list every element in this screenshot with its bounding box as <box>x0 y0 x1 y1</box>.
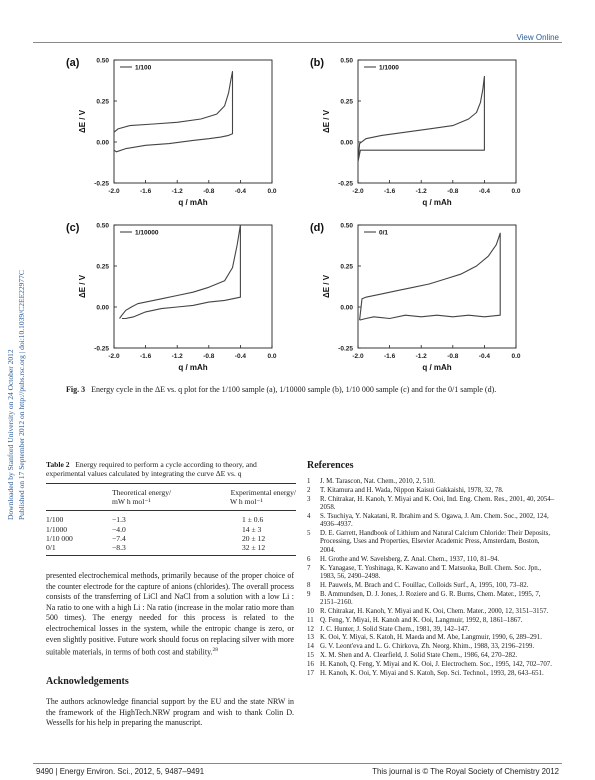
y-axis-label: ΔE / V <box>78 274 87 299</box>
table-row <box>46 543 296 556</box>
x-tick-label: 0.0 <box>511 188 521 195</box>
chart-panel <box>66 57 277 207</box>
col-theoretical-units: mW h mol⁻¹ <box>112 497 216 511</box>
top-rule <box>33 42 562 43</box>
y-tick-label: 0.50 <box>96 222 109 230</box>
y-tick-label: 0.25 <box>96 98 109 106</box>
x-axis-label: q / mAh <box>422 363 452 372</box>
reference-number: 1 <box>307 478 311 485</box>
figure-caption-text: Energy cycle in the ΔE vs. q plot for the 1/100 sample (a), 1/10000 sample (b), 1/10 000 sample (c) and for the 0/1 sample (d). <box>91 385 497 394</box>
reference-number: 5 <box>307 530 311 538</box>
table-cell-theoretical: −7.4 <box>112 533 126 543</box>
footer-citation: 9490 | Energy Environ. Sci., 2012, 5, 9487–9491 <box>36 767 205 776</box>
y-tick-label: 0.25 <box>340 263 353 271</box>
y-tick-label: 0.50 <box>340 57 353 65</box>
reference-item <box>307 652 555 660</box>
x-tick-label: -2.0 <box>352 353 364 360</box>
panel-label: (b) <box>310 57 325 69</box>
reference-number: 8 <box>307 581 311 589</box>
figure-caption <box>66 385 561 395</box>
reference-number: 9 <box>307 590 311 598</box>
table-cell-sample: 0/1 <box>46 543 112 556</box>
reference-text: J. M. Tarascon, Nat. Chem., 2010, 2, 510. <box>320 478 435 485</box>
x-tick-label: -0.4 <box>478 353 491 360</box>
x-tick-label: 0.0 <box>267 188 277 195</box>
reference-number: 15 <box>307 652 314 660</box>
y-tick-label: 0.00 <box>96 139 109 147</box>
y-tick-label: 0.00 <box>96 304 109 312</box>
reference-text: S. Tsuchiya, Y. Nakatani, R. Ibrahim and S. Ogawa, J. Am. Chem. Soc., 2002, 124, 4936–4937. <box>320 512 549 529</box>
chart-panel <box>66 222 277 372</box>
legend-label: 0/1 <box>379 229 389 237</box>
x-tick-label: -1.6 <box>383 188 396 195</box>
plot-frame <box>358 225 516 348</box>
y-tick-label: 0.25 <box>96 263 109 271</box>
acknowledgements-heading: Acknowledgements <box>46 676 129 687</box>
x-tick-label: -1.2 <box>171 188 183 195</box>
reference-text: R. Chitrakar, H. Kanoh, Y. Miyai and K. Ooi, Chem. Mater., 2000, 12, 3151–3157. <box>320 607 549 615</box>
acknowledgements-text: The authors acknowledge financial support by the EU and the state NRW in the framework of the HighTech.NRW program and wish to thank Colin D. Wessells for his help in preparing the manuscript. <box>46 697 294 728</box>
x-tick-label: -1.2 <box>171 353 183 360</box>
reference-item <box>307 513 555 530</box>
reference-text: K. Ooi, Y. Miyai, S. Katoh, H. Maeda and M. Abe, Langmuir, 1990, 6, 289–291. <box>320 634 542 642</box>
col-experimental-units: W h mol⁻¹ <box>216 497 296 511</box>
series-line <box>114 72 233 152</box>
y-axis-label: ΔE / V <box>322 109 331 134</box>
reference-item <box>307 565 555 582</box>
sidebar-downloaded-text[interactable]: Downloaded by Stanford University on 24 October 2012 <box>6 349 15 520</box>
x-tick-label: -0.4 <box>478 188 491 195</box>
y-tick-label: 0.25 <box>340 98 353 106</box>
reference-number: 11 <box>307 616 314 624</box>
bottom-rule <box>33 763 562 764</box>
references-list <box>307 478 555 679</box>
reference-number: 7 <box>307 564 311 572</box>
legend-label: 1/1000 <box>379 64 399 72</box>
reference-item <box>307 661 555 669</box>
x-tick-label: -0.4 <box>234 353 247 360</box>
series-line <box>358 76 484 161</box>
sidebar-published-text[interactable]: Published on 17 September 2012 on http://pubs.rsc.org | doi:10.1039/C2EE22977C <box>17 270 26 520</box>
col-experimental-header: Experimental energy/ <box>216 484 296 498</box>
table-cell-experimental: 20 ± 12 <box>242 533 266 543</box>
figure-caption-label: Fig. 3 <box>66 385 86 394</box>
reference-text: K. Yanagase, T. Yoshinaga, K. Kawano and T. Matsuoka, Bull. Chem. Soc. Jpn., 1983, 56, 2490–2498. <box>320 564 542 580</box>
reference-text: Q. Feng, Y. Miyai, H. Kanoh and K. Ooi, Langmuir, 1992, 8, 1861–1867. <box>320 616 523 624</box>
y-tick-label: -0.25 <box>94 180 109 188</box>
reference-item <box>307 617 555 625</box>
table-row <box>46 511 296 525</box>
panel-label: (d) <box>310 222 325 234</box>
x-axis-label: q / mAh <box>178 198 208 207</box>
series-line <box>360 233 501 320</box>
reference-text: G. V. Leont'eva and L. G. Chirkova, Zh. Neorg. Khim., 1988, 33, 2196–2199. <box>320 643 535 651</box>
reference-text: T. Kitamura and H. Wada, Nippon Kaisui Gakkaishi, 1978, 32, 78. <box>320 486 504 494</box>
reference-text: J. C. Hunter, J. Solid State Chem., 1981, 39, 142–147. <box>320 625 470 633</box>
table-caption-text: Energy required to perform a cycle according to theory, and experimental values calculated by integrating the curve ΔE vs. q <box>46 460 257 479</box>
reference-text: H. Grothe and W. Savelsberg, Z. Anal. Chem., 1937, 110, 81–94. <box>320 555 500 563</box>
footer-copyright: This journal is © The Royal Society of Chemistry 2012 <box>372 767 559 776</box>
reference-number: 12 <box>307 625 314 633</box>
reference-text: H. Kanoh, Q. Feng, Y. Miyai and K. Ooi, J. Electrochem. Soc., 1995, 142, 702–707. <box>320 661 552 669</box>
x-tick-label: -1.6 <box>383 353 396 360</box>
reference-text: R. Chitrakar, H. Kanoh, Y. Miyai and K. Ooi, Ind. Eng. Chem. Res., 2001, 40, 2054–2058. <box>320 495 555 512</box>
panel-label: (a) <box>66 57 80 69</box>
table-header-units-row <box>46 497 296 511</box>
references-heading: References <box>307 460 354 471</box>
body-paragraph <box>46 571 294 658</box>
x-tick-label: -2.0 <box>108 188 120 195</box>
x-tick-label: -0.8 <box>447 188 459 195</box>
reference-item <box>307 626 555 634</box>
reference-item <box>307 556 555 564</box>
reference-number: 17 <box>307 670 314 678</box>
reference-text: D. E. Garrett, Handbook of Lithium and Natural Calcium Chloride: Their Deposits, Processing, Uses and Properties, Elsevier Academic Press, Amsterdam, Boston, 2004. <box>320 530 551 554</box>
legend-label: 1/100 <box>135 64 152 72</box>
x-axis-label: q / mAh <box>422 198 452 207</box>
view-online-link[interactable]: View Online <box>516 33 559 42</box>
reference-number: 2 <box>307 486 311 494</box>
legend-label: 1/10000 <box>135 229 159 237</box>
table-row <box>46 525 296 534</box>
x-tick-label: -1.2 <box>415 353 427 360</box>
body-ref: 28 <box>212 647 218 654</box>
y-tick-label: 0.50 <box>96 57 109 65</box>
reference-number: 6 <box>307 555 311 563</box>
reference-item <box>307 670 555 678</box>
table-2 <box>46 483 296 556</box>
reference-item <box>307 530 555 555</box>
plot-frame <box>358 60 516 183</box>
plot-frame <box>114 60 272 183</box>
table-cell-sample: 1/10 000 <box>46 533 73 543</box>
chart-panel <box>310 222 521 372</box>
reference-text: H. Kanoh, K. Ooi, Y. Miyai and S. Katoh, Sep. Sci. Technol., 1993, 28, 643–651. <box>320 670 544 678</box>
plot-frame <box>114 225 272 348</box>
body-text: presented electrochemical methods, primarily because of the proper choice of the counter electrode for the capture of anions (chlorides). The overall process consists of the transferring of LiCl and NaCl from a solution with a low Li : Na ratio to one with a high Li : Na ratio (increase in the molar ratio more than 500 times). The energy needed for this process is related to the electrochemical losses in the system, while the entropic change is zero, or even slightly positive. Future work should focus on replacing silver with more suitable materials, in terms of both cost and stability. <box>46 571 294 657</box>
col-theoretical-header: Theoretical energy/ <box>112 484 216 498</box>
reference-item <box>307 608 555 616</box>
y-tick-label: -0.25 <box>338 345 353 353</box>
reference-number: 10 <box>307 607 314 615</box>
table-caption <box>46 460 294 479</box>
table-header-row <box>46 484 296 498</box>
x-tick-label: -0.8 <box>203 188 215 195</box>
reference-number: 13 <box>307 634 314 642</box>
x-tick-label: -2.0 <box>352 188 364 195</box>
y-tick-label: -0.25 <box>94 345 109 353</box>
x-tick-label: -1.6 <box>139 188 152 195</box>
reference-number: 16 <box>307 661 314 669</box>
table-cell-sample: 1/100 <box>46 515 64 525</box>
chart-panel <box>310 57 521 207</box>
y-axis-label: ΔE / V <box>78 109 87 134</box>
table-cell-theoretical: −8.3 <box>112 543 216 556</box>
x-tick-label: -1.6 <box>139 353 152 360</box>
reference-text: B. Ammundsen, D. J. Jones, J. Roziere and G. R. Burns, Chem. Mater., 1995, 7, 2151–2160. <box>320 590 541 606</box>
x-tick-label: -0.4 <box>234 188 247 195</box>
x-tick-label: -2.0 <box>108 353 120 360</box>
reference-item <box>307 496 555 513</box>
reference-item <box>307 634 555 642</box>
table-row <box>46 534 296 543</box>
table-cell-experimental: 32 ± 12 <box>216 543 296 556</box>
y-axis-label: ΔE / V <box>322 274 331 299</box>
y-tick-label: 0.00 <box>340 139 353 147</box>
y-tick-label: -0.25 <box>338 180 353 188</box>
download-sidebar <box>6 180 34 520</box>
x-axis-label: q / mAh <box>178 363 208 372</box>
reference-text: H. Pauwels, M. Brach and C. Fouillac, Colloids Surf., A, 1995, 100, 73–82. <box>320 581 529 589</box>
reference-item <box>307 643 555 651</box>
table-cell-theoretical: −1.3 <box>112 515 126 525</box>
series-line <box>120 225 241 319</box>
reference-number: 14 <box>307 643 314 651</box>
reference-item <box>307 591 555 608</box>
x-tick-label: -0.8 <box>447 353 459 360</box>
table-cell-theoretical: −4.0 <box>112 524 126 534</box>
panel-label: (c) <box>66 222 80 234</box>
table-caption-label: Table 2 <box>46 460 70 469</box>
y-tick-label: 0.00 <box>340 304 353 312</box>
x-tick-label: 0.0 <box>267 353 277 360</box>
table-cell-experimental: 14 ± 3 <box>242 524 262 534</box>
x-tick-label: -0.8 <box>203 353 215 360</box>
reference-item <box>307 487 555 495</box>
y-tick-label: 0.50 <box>340 222 353 230</box>
x-tick-label: -1.2 <box>415 188 427 195</box>
reference-number: 3 <box>307 495 311 503</box>
figure-3 <box>66 48 546 378</box>
reference-item <box>307 478 555 486</box>
table-cell-experimental: 1 ± 0.6 <box>242 515 264 525</box>
reference-text: X. M. Shen and A. Clearfield, J. Solid State Chem., 1986, 64, 270–282. <box>320 652 518 660</box>
x-tick-label: 0.0 <box>511 353 521 360</box>
reference-item <box>307 582 555 590</box>
reference-number: 4 <box>307 512 311 520</box>
table-cell-sample: 1/1000 <box>46 524 68 534</box>
